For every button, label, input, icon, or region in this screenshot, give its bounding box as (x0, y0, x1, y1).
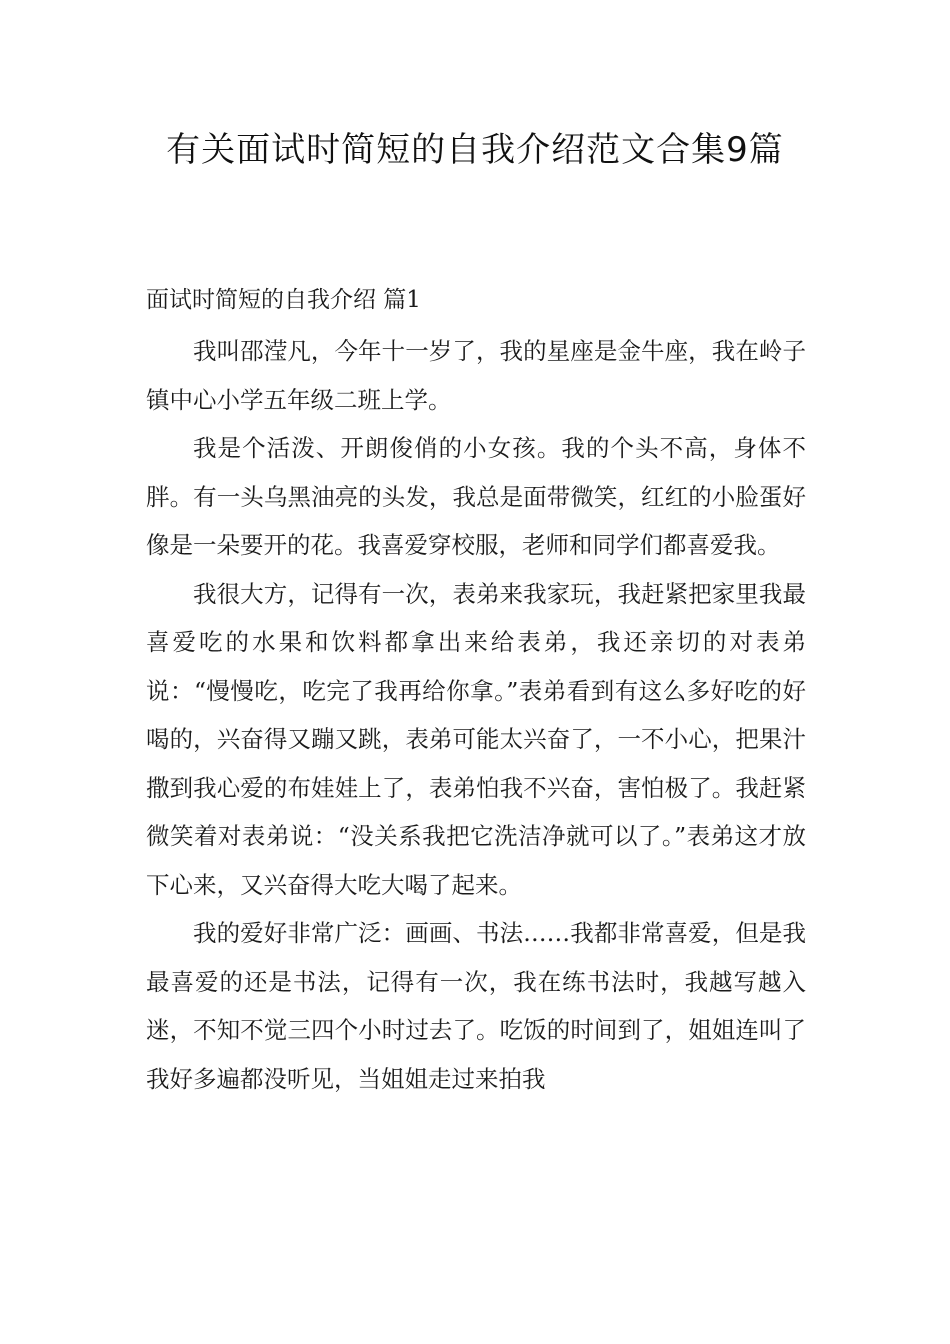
document-title: 有关面试时简短的自我介绍范文合集9篇 (166, 130, 784, 170)
paragraph: 我的爱好非常广泛：画画、书法……我都非常喜爱，但是我最喜爱的还是书法，记得有一次，我在练书法时，我越写越入迷，不知不觉三四个小时过去了。吃饭的时间到了，姐姐连叫了我好多遍都没听见，当姐姐走过来拍我 (146, 919, 806, 1093)
section-heading: 面试时简短的自我介绍 篇1 (146, 287, 421, 313)
paragraph: 我叫邵滢凡，今年十一岁了，我的星座是金牛座，我在岭子镇中心小学五年级二班上学。 (146, 337, 806, 414)
body-text (146, 327, 806, 1103)
paragraph: 我是个活泼、开朗俊俏的小女孩。我的个头不高，身体不胖。有一头乌黑油亮的头发，我总是面带微笑，红红的小脸蛋好像是一朵要开的花。我喜爱穿校服，老师和同学们都喜爱我。 (146, 434, 806, 559)
paragraph: 我很大方，记得有一次，表弟来我家玩，我赶紧把家里我最喜爱吃的水果和饮料都拿出来给表弟，我还亲切的对表弟说：“慢慢吃，吃完了我再给你拿。”表弟看到有这么多好吃的好喝的，兴奋得又蹦又跳，表弟可能太兴奋了，一不小心，把果汁撒到我心爱的布娃娃上了，表弟怕我不兴奋，害怕极了。我赶紧微笑着对表弟说：“没关系我把它洗洁净就可以了。”表弟这才放下心来，又兴奋得大吃大喝了起来。 (146, 579, 806, 899)
